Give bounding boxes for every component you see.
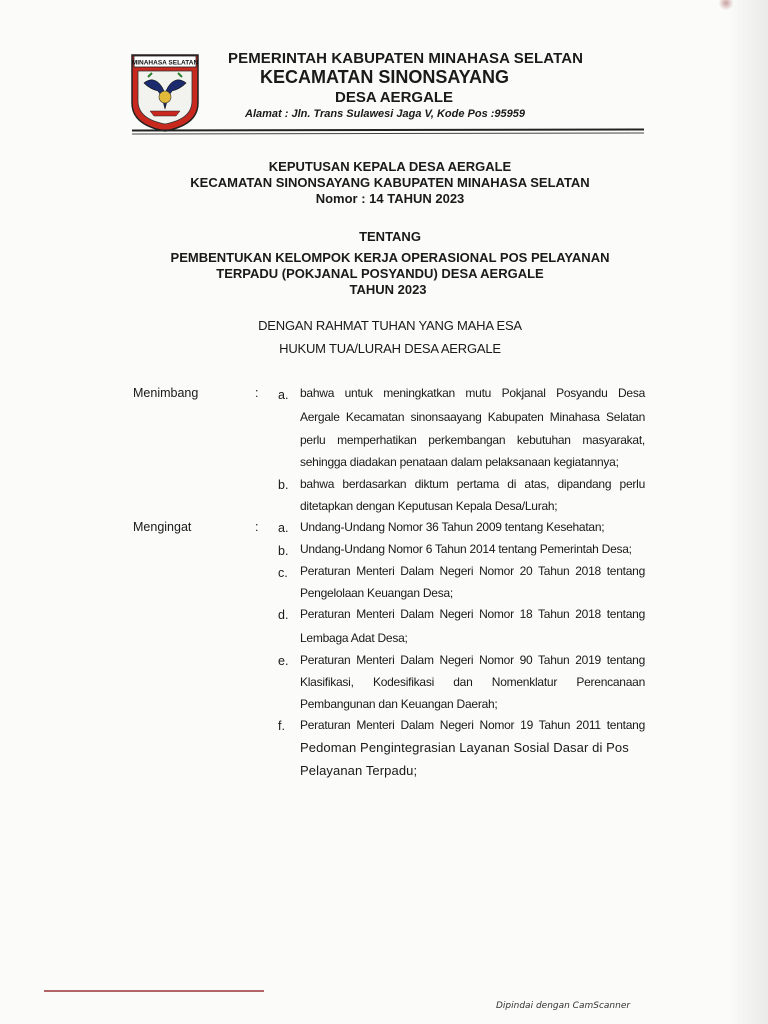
mengingat-item-text: Pembangunan dan Keuangan Daerah; xyxy=(300,697,498,711)
mengingat-item-text: Pedoman Pengintegrasian Layanan Sosial Dasar di Pos xyxy=(300,740,629,755)
mengingat-label: Mengingat xyxy=(133,520,192,534)
mengingat-item-letter: d. xyxy=(278,608,289,622)
decree-subject-line-3: TAHUN 2023 xyxy=(349,282,427,297)
mengingat-item-text: Peraturan Menteri Dalam Negeri Nomor 18 Tahun 2018 tentang xyxy=(300,607,645,621)
menimbang-item-text: sehingga diadakan penataan dalam pelaksanaan kegiatannya; xyxy=(300,455,619,469)
mengingat-item-text: Undang-Undang Nomor 36 Tahun 2009 tentang Kesehatan; xyxy=(300,520,605,534)
camscanner-watermark: Dipindai dengan CamScanner xyxy=(496,1001,631,1011)
menimbang-label: Menimbang xyxy=(133,386,199,400)
menimbang-item-text: ditetapkan dengan Keputusan Kepala Desa/Lurah; xyxy=(300,499,558,513)
menimbang-item-text: perlu memperhatikan perkembangan kebutuhan masyarakat, xyxy=(300,433,645,447)
letterhead-address: Alamat : Jln. Trans Sulawesi Jaga V, Kode Pos :95959 xyxy=(245,108,526,120)
mengingat-item-text: Peraturan Menteri Dalam Negeri Nomor 90 Tahun 2019 tentang xyxy=(300,653,645,667)
letterhead-government: PEMERINTAH KABUPATEN MINAHASA SELATAN xyxy=(228,50,584,67)
mengingat-item-text: Peraturan Menteri Dalam Negeri Nomor 19 Tahun 2011 tentang xyxy=(300,718,645,732)
menimbang-item-letter: a. xyxy=(278,388,289,402)
decree-number: Nomor : 14 TAHUN 2023 xyxy=(315,191,465,206)
mengingat-item-letter: f. xyxy=(278,719,285,733)
menimbang-item-text: Aergale Kecamatan sinonsaayang Kabupaten Minahasa Selatan xyxy=(300,410,645,424)
letterhead-rule xyxy=(132,128,644,131)
mengingat-colon: : xyxy=(255,520,259,534)
letterhead-district: KECAMATAN SINONSAYANG xyxy=(260,67,510,87)
letterhead-rule-thin xyxy=(132,132,644,134)
scan-footer-line xyxy=(44,990,264,992)
mengingat-item-text: Undang-Undang Nomor 6 Tahun 2014 tentang Pemerintah Desa; xyxy=(300,542,632,556)
decree-title-jurisdiction: KECAMATAN SINONSAYANG KABUPATEN MINAHASA SELATAN xyxy=(190,175,590,190)
mengingat-item-text: Peraturan Menteri Dalam Negeri Nomor 20 Tahun 2018 tentang xyxy=(300,564,645,578)
decree-subject-line-1: PEMBENTUKAN KELOMPOK KERJA OPERASIONAL POS PELAYANAN xyxy=(170,250,610,265)
authority-line: HUKUM TUA/LURAH DESA AERGALE xyxy=(279,341,501,356)
blessing-line: DENGAN RAHMAT TUHAN YANG MAHA ESA xyxy=(258,318,522,333)
scan-edge-shadow xyxy=(728,0,768,1024)
letterhead-village: DESA AERGALE xyxy=(335,89,454,106)
mengingat-item-text: Pengelolaan Keuangan Desa; xyxy=(300,586,453,600)
menimbang-item-letter: b. xyxy=(278,478,289,492)
mengingat-item-letter: a. xyxy=(278,521,289,535)
menimbang-colon: : xyxy=(255,386,259,400)
scan-corner-mark xyxy=(718,0,734,10)
mengingat-item-letter: e. xyxy=(278,654,289,668)
decree-title: KEPUTUSAN KEPALA DESA AERGALE xyxy=(268,159,512,174)
mengingat-item-text: Pelayanan Terpadu; xyxy=(300,763,418,778)
menimbang-item-text: bahwa untuk meningkatkan mutu Pokjanal Posyandu Desa xyxy=(300,386,645,400)
mengingat-item-letter: b. xyxy=(278,544,289,558)
regency-emblem-icon xyxy=(130,53,200,133)
mengingat-item-text: Klasifikasi, Kodesifikasi dan Nomenklatur Perencanaan xyxy=(300,675,645,689)
logo-banner-text: MINAHASA SELATAN xyxy=(131,59,199,67)
mengingat-item-letter: c. xyxy=(278,566,288,580)
mengingat-item-text: Lembaga Adat Desa; xyxy=(300,631,408,645)
decree-subject-line-2: TERPADU (POKJANAL POSYANDU) DESA AERGALE xyxy=(216,266,544,281)
menimbang-item-text: bahwa berdasarkan diktum pertama di atas, dipandang perlu xyxy=(300,477,645,491)
about-heading: TENTANG xyxy=(359,229,421,244)
